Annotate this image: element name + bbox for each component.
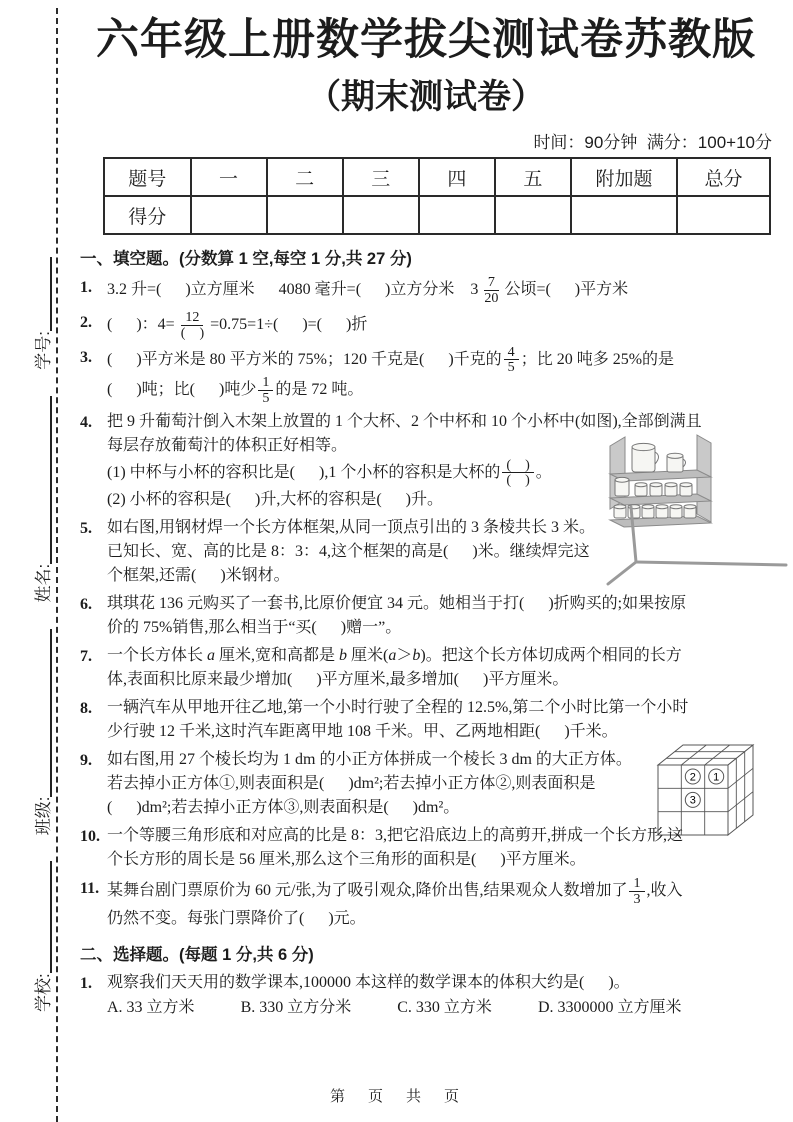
- score-table-header-cell: 一: [191, 158, 267, 196]
- sidebar-field-label: 姓名:: [34, 563, 53, 603]
- choice-option: C. 330 立方米: [397, 998, 492, 1016]
- sidebar-write-line: [33, 629, 52, 797]
- score-empty-cell: [267, 196, 343, 234]
- score-table-header-cell: 总分: [677, 158, 770, 196]
- sidebar-field-label: 学校:: [34, 973, 53, 1012]
- question-line: (1) 中杯与小杯的容积比是( ),1 个小杯的容积是大杯的 $\frac{( )}{( )}$ 。: [107, 456, 552, 489]
- question-line: 个长方形的周长是 56 厘米,那么这个三角形的面积是( )平方厘米。: [107, 851, 586, 869]
- fill-in-questions: [80, 275, 772, 930]
- section2-heading: 二、选择题。(每题 1 分,共 6 分): [80, 945, 314, 964]
- question-line: 一个长方体长 a 厘米,宽和高都是 b 厘米(a＞b)。把这个长方体切成两个相同的长方: [107, 647, 682, 665]
- question-number: 8.: [80, 700, 92, 718]
- question-number: 10.: [80, 828, 100, 846]
- question-line: 价的 75%销售,那么相当于“买( )赠一”。: [107, 619, 402, 637]
- question-line: (2) 小杯的容积是( )升,大杯的容积是( )升。: [107, 491, 443, 509]
- question-line: 已知长、宽、高的比是 8：3：4,这个框架的高是( )米。继续焊完这: [107, 543, 590, 561]
- choice-option: D. 3300000 立方厘米: [537, 998, 682, 1016]
- cube-label-1: 1: [713, 771, 720, 784]
- question-line: 如右图,用钢材焊一个长方体框架,从同一顶点引出的 3 条棱共长 3 米。: [107, 519, 596, 537]
- choice-questions: [80, 971, 772, 1021]
- fraction: $\frac{1}{5}$: [258, 375, 273, 406]
- question: [80, 592, 772, 640]
- question-number: 11.: [80, 880, 100, 898]
- score-empty-cell: [571, 196, 677, 234]
- question: [80, 748, 772, 820]
- exam-meta: 时间：90分钟 满分：100+10分: [533, 133, 772, 153]
- question: [80, 310, 772, 341]
- question-line: 3.2 升=( )立方厘米 4080 毫升=( )立方分米 3 $\frac{7}{20}$ 公顷=( )平方米: [107, 274, 629, 307]
- question-number: 9.: [80, 752, 92, 770]
- question-body: [107, 971, 772, 1021]
- question-line: 体,表面积比原来最少增加( )平方厘米,最多增加( )平方厘米。: [107, 671, 569, 689]
- math-variable: b: [412, 647, 421, 665]
- math-variable: b: [339, 647, 348, 665]
- sidebar-write-line: [33, 861, 52, 973]
- choice-options: [107, 995, 772, 1021]
- question-line: ( )dm²;若去掉小正方体③,则表面积是( )dm²。: [107, 799, 460, 817]
- score-row: [104, 196, 770, 234]
- score-empty-cell: [419, 196, 495, 234]
- score-table-header-cell: 五: [495, 158, 571, 196]
- question-line: 若去掉小正方体①,则表面积是( )dm²;若去掉小正方体②,则表面积是: [107, 775, 596, 793]
- question: [80, 824, 772, 872]
- question: [80, 696, 772, 744]
- question: [80, 410, 772, 513]
- paper-main: [80, 16, 772, 1025]
- question-line: 琪琪花 136 元购买了一套书,比原价便宜 34 元。她相当于打( )折购买的;如果按原: [107, 595, 687, 613]
- question-number: 1.: [80, 974, 92, 992]
- page-title: 六年级上册数学拔尖测试卷苏教版: [96, 16, 756, 64]
- score-empty-cell: [343, 196, 419, 234]
- question-line: 把 9 升葡萄汁倒入木架上放置的 1 个大杯、2 个中杯和 10 个小杯中(如图),全部倒满且: [107, 412, 702, 430]
- question-line: 个框架,还需( )米钢材。: [107, 567, 290, 585]
- question-body: [107, 275, 772, 306]
- score-table-header-cell: 三: [343, 158, 419, 196]
- score-table-header-row: [104, 158, 770, 196]
- score-empty-cell: [677, 196, 770, 234]
- question-body: [107, 748, 772, 820]
- question-line: 如右图,用 27 个棱长均为 1 dm 的小正方体拼成一个棱长 3 dm 的大正方体。: [107, 751, 632, 769]
- question-number: 7.: [80, 648, 92, 666]
- score-table-corner-cell: 题号: [104, 158, 191, 196]
- question-number: 4.: [80, 413, 92, 431]
- sidebar-write-line: [33, 257, 52, 331]
- sidebar-field: [29, 629, 56, 836]
- score-table: [103, 157, 771, 235]
- fraction: $\frac{7}{20}$: [484, 274, 499, 307]
- sidebar-field-label: 班级:: [34, 796, 53, 836]
- question-body: [107, 644, 772, 692]
- score-table-header-cell: 二: [267, 158, 343, 196]
- question-body: [107, 516, 772, 588]
- question-line: 某舞台剧门票原价为 60 元/张,为了吸引观众,降价出售,结果观众人数增加了 $\frac{1}{3}$ ,收入: [107, 875, 683, 908]
- sidebar-field-label: 学号:: [34, 331, 53, 370]
- question-line: ( )：4= $\frac{12}{( )}$ =0.75=1÷( )=( )折: [107, 309, 368, 341]
- choice-option: A. 33 立方米: [107, 998, 195, 1016]
- question: [80, 275, 772, 306]
- question-line: 仍然不变。每张门票降价了( )元。: [107, 909, 366, 927]
- question-line: 观察我们天天用的数学课本,100000 本这样的数学课本的体积大约是( )。: [107, 973, 630, 991]
- score-empty-cell: [495, 196, 571, 234]
- cube-label-3: 3: [689, 794, 696, 807]
- question-line: 一辆汽车从甲地开往乙地,第一个小时行驶了全程的 12.5%,第二个小时比第一个小时: [107, 699, 689, 717]
- question-line: ( )平方米是 80 平方米的 75%；120 千克是( )千克的 $\frac{4}{5}$ ；比 20 吨多 25%的是: [107, 343, 675, 376]
- question: [80, 971, 772, 1021]
- score-row-label: 得分: [104, 196, 191, 234]
- question-body: [107, 410, 772, 513]
- question-number: 3.: [80, 348, 92, 366]
- question: [80, 516, 772, 588]
- student-info-sidebar: [14, 150, 56, 1012]
- score-table-header-cell: 附加题: [571, 158, 677, 196]
- question: [80, 644, 772, 692]
- fraction: $\frac{12}{( )}$: [180, 309, 205, 341]
- section1-heading: 一、填空题。(分数算 1 空,每空 1 分,共 27 分): [80, 250, 412, 269]
- question-number: 1.: [80, 279, 92, 297]
- math-variable: a: [207, 647, 216, 665]
- sidebar-field: [29, 396, 56, 603]
- question: [80, 876, 772, 931]
- cube-label-2: 2: [689, 771, 696, 784]
- question-line: 一个等腰三角形底和对应高的比是 8：3,把它沿底边上的高剪开,拼成一个长方形,这: [107, 827, 684, 845]
- sidebar-field: [29, 861, 56, 1012]
- question-number: 6.: [80, 596, 92, 614]
- question-body: [107, 310, 772, 341]
- question-body: [107, 345, 772, 406]
- page-subtitle: （期末测试卷）: [307, 78, 545, 117]
- math-variable: a: [388, 647, 397, 665]
- sidebar-field: [29, 257, 56, 370]
- question-body: [107, 824, 772, 872]
- question-body: [107, 592, 772, 640]
- fraction: $\frac{( )}{( )}$: [502, 458, 533, 489]
- question-number: 5.: [80, 520, 92, 538]
- question-line: ( )吨；比( )吨少 $\frac{1}{5}$ 的是 72 吨。: [107, 374, 364, 406]
- fraction: $\frac{1}{3}$: [629, 876, 644, 907]
- question-body: [107, 696, 772, 744]
- question-line: 每层存放葡萄汁的体积正好相等。: [107, 436, 348, 454]
- sidebar-write-line: [33, 396, 52, 564]
- question-line: 少行驶 12 千米,这时汽车距离甲地 108 千米。甲、乙两地相距( )千米。: [107, 723, 618, 741]
- question: [80, 345, 772, 406]
- cut-dashed-line: [56, 8, 58, 1122]
- page-footer: 第 页 共 页: [329, 1089, 463, 1105]
- choice-option: B. 330 立方分米: [240, 998, 352, 1016]
- score-table-header-cell: 四: [419, 158, 495, 196]
- score-empty-cell: [191, 196, 267, 234]
- fraction: $\frac{4}{5}$: [504, 345, 519, 376]
- question-body: [107, 876, 772, 931]
- question-number: 2.: [80, 314, 92, 331]
